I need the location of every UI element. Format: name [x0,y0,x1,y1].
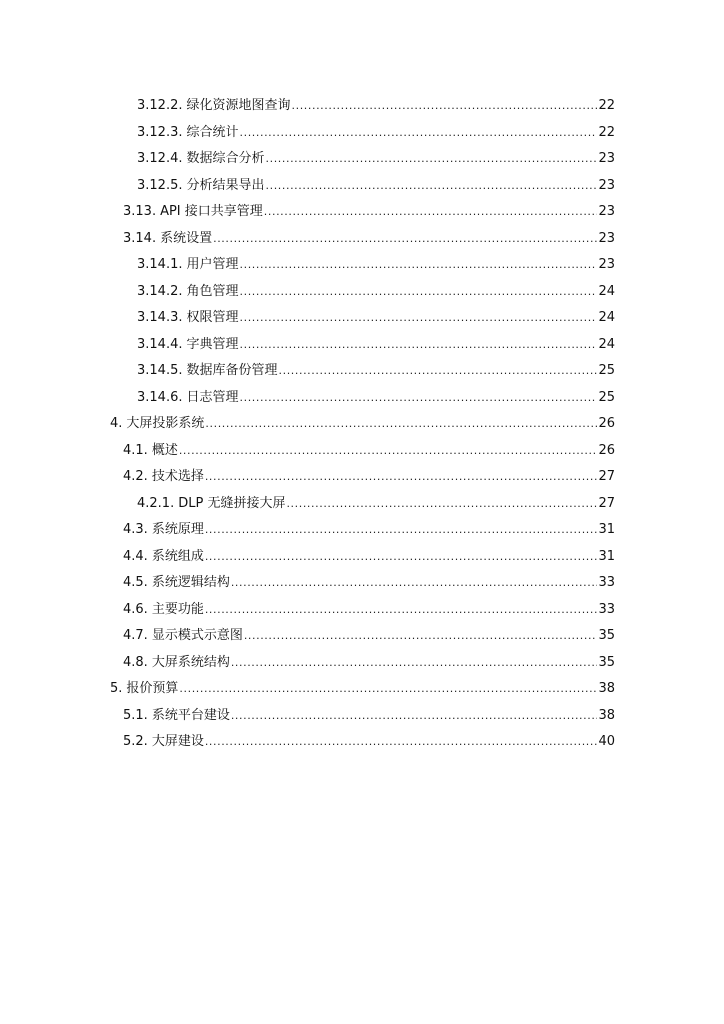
toc-entry[interactable] [0,703,615,730]
dot-leader [205,411,597,438]
toc-entry-number: 4.6. [123,601,148,617]
dot-leader [240,279,598,306]
toc-entry-text: 系统组成 [151,548,204,564]
toc-entry-number: 4.3. [123,522,148,537]
toc-entry-number: 3.12.2. [137,98,183,113]
dot-leader [264,199,598,226]
toc-entry-number: 3.14.5. [137,363,183,378]
dot-leader [244,623,598,650]
toc-entry[interactable] [0,93,615,120]
toc-entry-number: 3.14.3. [137,310,183,325]
toc-entry-page-number: 23 [598,151,615,166]
toc-entry[interactable] [0,411,615,438]
toc-entry[interactable] [0,650,615,677]
toc-entry[interactable] [0,146,615,173]
toc-entry-page-number: 25 [598,389,615,405]
toc-entry[interactable] [0,305,615,332]
toc-entry-number: 4.8. [123,654,148,670]
toc-entry-number: 4.2. [123,469,148,484]
dot-leader [240,332,598,359]
toc-entry-text: 报价预算 [126,681,179,696]
toc-entry-text: 技术选择 [151,469,204,484]
toc-entry-number: 4.5. [123,575,148,590]
toc-entry[interactable] [0,597,615,624]
toc-entry-page-number: 38 [598,707,615,723]
toc-entry-title [123,199,263,226]
toc-entry[interactable] [0,385,615,412]
dot-leader [292,93,598,120]
toc-entry-text: 数据库备份管理 [186,363,278,378]
toc-entry-title [137,146,265,173]
toc-entry-number: 4. [110,416,123,431]
toc-entry-number: 3.12.3. [137,124,183,140]
toc-entry-text: 角色管理 [186,283,239,299]
toc-entry-number: 5.1. [123,707,148,723]
toc-entry-page-number: 40 [598,734,615,749]
toc-entry[interactable] [0,729,615,756]
toc-entry-number: 3.14.1. [137,257,183,272]
toc-entry[interactable] [0,517,615,544]
toc-entry-number: 3.14.6. [137,389,183,405]
toc-entry-number: 3.12.4. [137,151,183,166]
toc-entry-text: 日志管理 [186,389,239,405]
toc-entry-page-number: 33 [598,601,615,617]
toc-entry-page-number: 27 [598,469,615,484]
toc-entry-page-number: 23 [598,257,615,272]
toc-entry-text: 分析结果导出 [186,177,265,193]
toc-entry[interactable] [0,199,615,226]
toc-entry-text: 显示模式示意图 [151,628,243,643]
toc-entry[interactable] [0,252,615,279]
toc-entry-page-number: 24 [598,310,615,325]
toc-entry-page-number: 23 [598,230,615,246]
dot-leader [205,464,598,491]
dot-leader [240,305,598,332]
toc-entry-page-number: 26 [598,416,615,431]
toc-entry[interactable] [0,438,615,465]
dot-leader [240,252,598,279]
toc-entry[interactable] [0,226,615,253]
toc-entry-title [123,226,212,253]
toc-entry-text: 用户管理 [186,257,239,272]
dot-leader [279,358,598,385]
toc-entry-title [123,570,230,597]
toc-entry[interactable] [0,676,615,703]
dot-leader [205,597,598,624]
dot-leader [266,146,598,173]
toc-entry[interactable] [0,332,615,359]
toc-entry[interactable] [0,623,615,650]
toc-entry-text: 系统原理 [151,522,204,537]
toc-entry-number: 5. [110,681,123,696]
toc-entry-text: 系统设置 [160,230,213,246]
toc-entry-page-number: 31 [598,522,615,537]
toc-entry[interactable] [0,544,615,571]
dot-leader [213,226,597,253]
toc-entry[interactable] [0,358,615,385]
dot-leader [286,491,597,518]
toc-entry-title [123,729,204,756]
toc-entry[interactable] [0,464,615,491]
toc-entry-title [110,676,178,703]
table-of-contents [0,93,724,756]
toc-entry-page-number: 33 [598,575,615,590]
toc-entry-title [137,93,291,120]
toc-entry-number: 3.14.2. [137,283,183,299]
dot-leader [240,385,598,412]
dot-leader [231,703,598,730]
dot-leader [205,729,598,756]
toc-entry-title [123,464,204,491]
toc-entry-text: 数据综合分析 [186,151,265,166]
dot-leader [179,676,597,703]
toc-entry-title [137,279,239,306]
toc-entry-text: 权限管理 [186,310,239,325]
toc-entry-title [123,438,178,465]
toc-entry-title [137,252,239,279]
toc-entry-title [123,623,243,650]
toc-entry-number: 4.4. [123,548,148,564]
toc-entry-page-number: 24 [598,283,615,299]
dot-leader [231,570,598,597]
toc-entry-page-number: 23 [598,204,615,219]
toc-entry-title [137,385,239,412]
toc-entry-title [137,120,239,147]
toc-entry[interactable] [0,279,615,306]
toc-entry-number: 3.14. [123,230,157,246]
dot-leader [179,438,598,465]
toc-entry-page-number: 22 [598,98,615,113]
toc-entry-text: 字典管理 [186,336,239,352]
toc-entry-title [123,544,204,571]
toc-entry-number: 4.1. [123,442,148,458]
toc-entry-number: 5.2. [123,734,148,749]
toc-entry-text: 大屏投影系统 [126,416,205,431]
dot-leader [205,517,598,544]
toc-entry-text: 主要功能 [151,601,204,617]
toc-entry-title [137,358,278,385]
toc-entry-text: 综合统计 [186,124,239,140]
dot-leader [266,173,598,200]
toc-entry-title [123,703,230,730]
toc-entry-text: 绿化资源地图查询 [186,98,291,113]
toc-entry-page-number: 31 [598,548,615,564]
toc-entry-title [123,650,230,677]
toc-entry-text: 大屏系统结构 [151,654,230,670]
toc-entry-title [137,332,239,359]
toc-entry-text: 大屏建设 [151,734,204,749]
toc-entry-title [137,173,265,200]
toc-entry-text: DLP 无缝拼接大屏 [178,495,286,511]
toc-entry-title [137,305,239,332]
toc-entry-title [123,517,204,544]
toc-entry-text: 系统平台建设 [151,707,230,723]
toc-entry-number: 4.7. [123,628,148,643]
toc-entry-text: API 接口共享管理 [160,204,263,219]
toc-entry-title [123,597,204,624]
dot-leader [205,544,598,571]
toc-entry-page-number: 24 [598,336,615,352]
toc-entry-title [110,411,204,438]
toc-entry-text: 概述 [151,442,178,458]
toc-entry-page-number: 27 [598,495,615,511]
toc-entry-number: 3.12.5. [137,177,183,193]
toc-entry-page-number: 23 [598,177,615,193]
toc-entry-page-number: 25 [598,363,615,378]
toc-entry[interactable] [0,570,615,597]
toc-entry-text: 系统逻辑结构 [151,575,230,590]
toc-entry-number: 3.13. [123,204,157,219]
dot-leader [231,650,598,677]
toc-entry[interactable] [0,491,615,518]
toc-entry[interactable] [0,120,615,147]
toc-entry-number: 4.2.1. [137,495,175,511]
dot-leader [240,120,598,147]
toc-entry-page-number: 26 [598,442,615,458]
toc-entry-page-number: 22 [598,124,615,140]
toc-entry-number: 3.14.4. [137,336,183,352]
toc-entry[interactable] [0,173,615,200]
toc-entry-title [137,491,285,518]
toc-entry-page-number: 35 [598,628,615,643]
toc-entry-page-number: 35 [598,654,615,670]
toc-entry-page-number: 38 [598,681,615,696]
